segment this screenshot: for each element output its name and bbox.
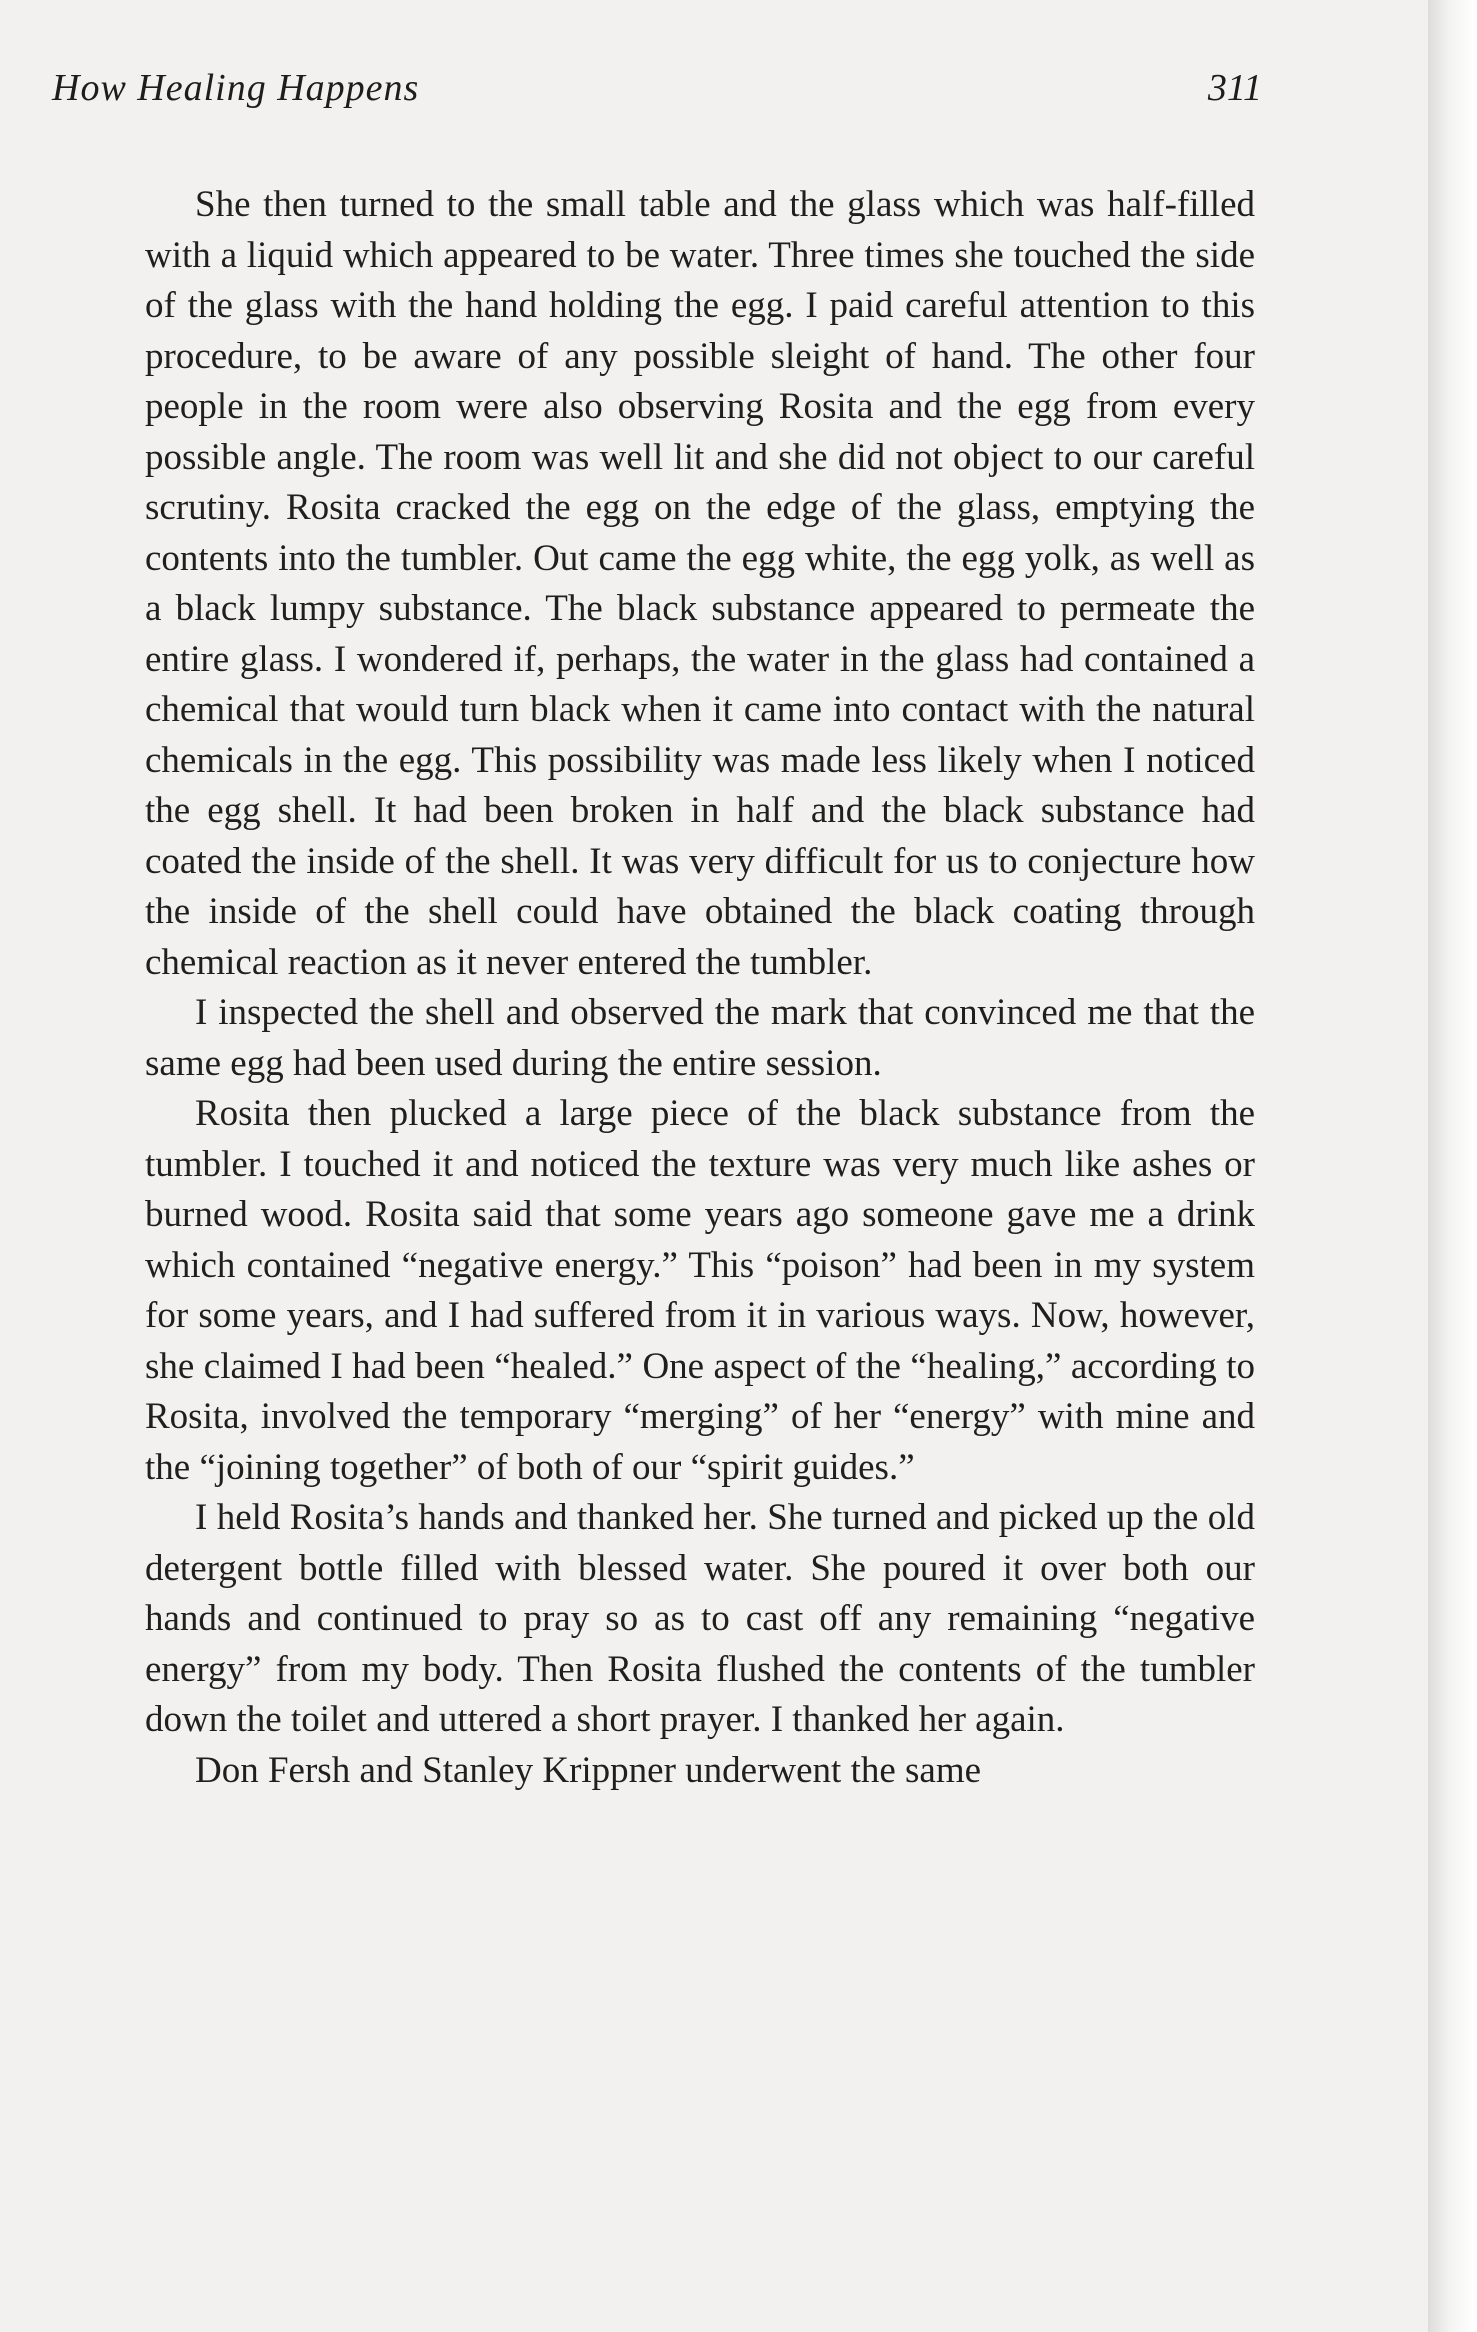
paragraph: I inspected the shell and observed the mark that convinced me that the same egg had been used during the entire session. xyxy=(145,992,1255,1084)
paragraph: Rosita then plucked a large piece of the black substance from the tumbler. I touched it and noticed the texture was very much like ashes or burned wood. Rosita said that some years ago someone gave me a drink which contained “negative energy.” This “poison” had been in my system for some years, and I had suffered from it in various ways. Now, however, she claimed I had been “healed.” One aspect of the “healing,” according to Rosita, involved the temporary “merging” of her “energy” with mine and the “joining together” of both of our “spirit guides.” xyxy=(145,1093,1255,1488)
body-text xyxy=(145,180,1255,1796)
page-header xyxy=(52,58,1262,118)
paragraph: Don Fersh and Stanley Krippner underwent the same xyxy=(195,1749,982,1791)
page-number: 311 xyxy=(1207,67,1262,109)
running-head: How Healing Happens xyxy=(52,67,420,109)
paragraph: She then turned to the small table and the glass which was half-filled with a liquid which appeared to be water. Three times she touched the side of the glass with the hand holding the egg. I paid careful attention to this procedure, to be aware of any possible sleight of hand. The other four people in the room were also observing Rosita and the egg from every possible angle. The room was well lit and she did not object to our careful scrutiny. Rosita cracked the egg on the edge of the glass, emptying the contents into the tumbler. Out came the egg white, the egg yolk, as well as a black lumpy substance. The black substance appeared to permeate the entire glass. I wondered if, perhaps, the water in the glass had contained a chemical that would turn black when it came into contact with the natural chemicals in the egg. This possibility was made less likely when I noticed the egg shell. It had been broken in half and the black substance had coated the inside of the shell. It was very difficult for us to conjecture how the inside of the shell could have obtained the black coating through chemical reaction as it never entered the tumbler. xyxy=(145,184,1255,983)
page-edge xyxy=(1428,0,1477,2332)
paragraph: I held Rosita’s hands and thanked her. She turned and picked up the old detergent bottle filled with blessed water. She poured it over both our hands and continued to pray so as to cast off any remaining “negative energy” from my body. Then Rosita flushed the contents of the tumbler down the toilet and uttered a short prayer. I thanked her again. xyxy=(145,1497,1255,1740)
